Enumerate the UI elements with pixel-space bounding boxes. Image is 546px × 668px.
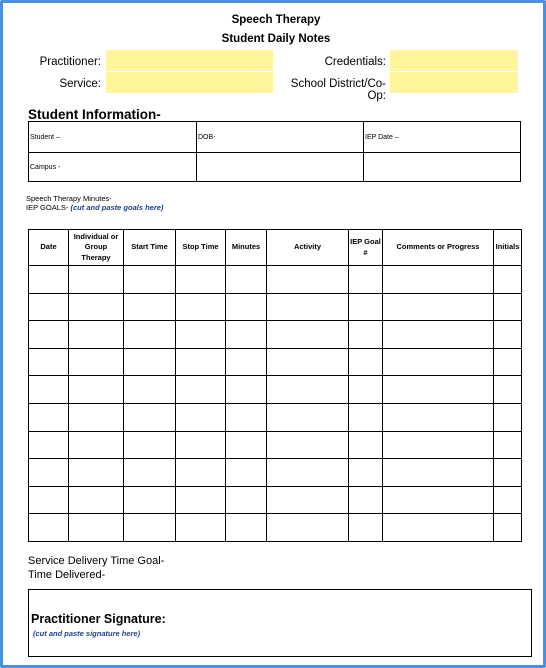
cell-date[interactable] bbox=[29, 431, 69, 459]
table-row bbox=[29, 293, 522, 321]
cell-date[interactable] bbox=[29, 376, 69, 404]
time-delivered: Time Delivered- bbox=[28, 569, 106, 581]
session-log-table bbox=[28, 229, 522, 542]
cell-stop-time[interactable] bbox=[176, 266, 226, 294]
cell-start-time[interactable] bbox=[124, 403, 176, 431]
cell-initials[interactable] bbox=[494, 514, 522, 542]
cell-comments[interactable] bbox=[383, 266, 494, 294]
cell-comments[interactable] bbox=[383, 293, 494, 321]
document-title: Speech Therapy bbox=[231, 14, 321, 26]
signature-box[interactable] bbox=[28, 589, 532, 657]
cell-therapy-type[interactable] bbox=[69, 486, 124, 514]
table-row bbox=[29, 321, 522, 349]
cell-start-time[interactable] bbox=[124, 486, 176, 514]
iep-goals-line bbox=[26, 203, 163, 212]
iep-goals-label: IEP GOALS- bbox=[26, 203, 69, 212]
student-name-field[interactable]: Student – bbox=[30, 134, 60, 141]
cell-iep-goal[interactable] bbox=[349, 348, 383, 376]
table-row bbox=[29, 403, 522, 431]
cell-stop-time[interactable] bbox=[176, 403, 226, 431]
cell-comments[interactable] bbox=[383, 459, 494, 487]
signature-note: (cut and paste signature here) bbox=[33, 629, 141, 638]
school-district-label: School District/Co-Op: bbox=[290, 78, 386, 102]
cell-start-time[interactable] bbox=[124, 376, 176, 404]
cell-start-time[interactable] bbox=[124, 514, 176, 542]
cell-minutes[interactable] bbox=[226, 514, 267, 542]
table-row bbox=[29, 486, 522, 514]
signature-title: Practitioner Signature: bbox=[31, 612, 166, 626]
cell-date[interactable] bbox=[29, 514, 69, 542]
cell-therapy-type[interactable] bbox=[69, 266, 124, 294]
cell-iep-goal[interactable] bbox=[349, 293, 383, 321]
cell-minutes[interactable] bbox=[226, 459, 267, 487]
table-row bbox=[29, 266, 522, 294]
credentials-field[interactable] bbox=[390, 50, 518, 71]
credentials-label: Credentials: bbox=[324, 56, 386, 68]
cell-activity[interactable] bbox=[267, 514, 349, 542]
cell-date[interactable] bbox=[29, 321, 69, 349]
column-header-initials: Initials bbox=[494, 230, 522, 266]
cell-comments[interactable] bbox=[383, 431, 494, 459]
column-header-iep-goal: IEP Goal # bbox=[349, 230, 383, 266]
iep-goals-note: (cut and paste goals here) bbox=[70, 203, 164, 212]
cell-activity[interactable] bbox=[267, 266, 349, 294]
practitioner-label: Practitioner: bbox=[39, 56, 101, 68]
cell-activity[interactable] bbox=[267, 403, 349, 431]
cell-comments[interactable] bbox=[383, 376, 494, 404]
cell-initials[interactable] bbox=[494, 376, 522, 404]
cell-stop-time[interactable] bbox=[176, 321, 226, 349]
cell-initials[interactable] bbox=[494, 348, 522, 376]
cell-start-time[interactable] bbox=[124, 293, 176, 321]
cell-stop-time[interactable] bbox=[176, 376, 226, 404]
cell-therapy-type[interactable] bbox=[69, 514, 124, 542]
cell-therapy-type[interactable] bbox=[69, 293, 124, 321]
cell-initials[interactable] bbox=[494, 321, 522, 349]
service-label: Service: bbox=[59, 78, 101, 90]
cell-comments[interactable] bbox=[383, 321, 494, 349]
cell-comments[interactable] bbox=[383, 486, 494, 514]
cell-activity[interactable] bbox=[267, 348, 349, 376]
cell-date[interactable] bbox=[29, 486, 69, 514]
cell-date[interactable] bbox=[29, 348, 69, 376]
cell-iep-goal[interactable] bbox=[349, 431, 383, 459]
cell-initials[interactable] bbox=[494, 403, 522, 431]
cell-stop-time[interactable] bbox=[176, 514, 226, 542]
cell-date[interactable] bbox=[29, 266, 69, 294]
cell-start-time[interactable] bbox=[124, 266, 176, 294]
cell-therapy-type[interactable] bbox=[69, 348, 124, 376]
service-field[interactable] bbox=[106, 72, 273, 93]
cell-activity[interactable] bbox=[267, 293, 349, 321]
cell-initials[interactable] bbox=[494, 486, 522, 514]
table-header-row bbox=[29, 230, 522, 266]
campus-field[interactable]: Campus - bbox=[30, 164, 61, 171]
cell-iep-goal[interactable] bbox=[349, 486, 383, 514]
school-district-field[interactable] bbox=[390, 72, 518, 93]
cell-start-time[interactable] bbox=[124, 431, 176, 459]
cell-minutes[interactable] bbox=[226, 376, 267, 404]
column-header-comments: Comments or Progress bbox=[383, 230, 494, 266]
cell-therapy-type[interactable] bbox=[69, 403, 124, 431]
cell-initials[interactable] bbox=[494, 266, 522, 294]
cell-stop-time[interactable] bbox=[176, 486, 226, 514]
cell-activity[interactable] bbox=[267, 431, 349, 459]
cell-initials[interactable] bbox=[494, 459, 522, 487]
cell-activity[interactable] bbox=[267, 459, 349, 487]
column-header-therapy-type: Individual or Group Therapy bbox=[69, 230, 124, 266]
cell-minutes[interactable] bbox=[226, 486, 267, 514]
practitioner-field[interactable] bbox=[106, 50, 273, 71]
cell-iep-goal[interactable] bbox=[349, 266, 383, 294]
cell-stop-time[interactable] bbox=[176, 431, 226, 459]
cell-start-time[interactable] bbox=[124, 459, 176, 487]
table-row bbox=[29, 376, 522, 404]
table-row bbox=[29, 431, 522, 459]
table-row bbox=[29, 459, 522, 487]
cell-minutes[interactable] bbox=[226, 431, 267, 459]
cell-start-time[interactable] bbox=[124, 348, 176, 376]
cell-comments[interactable] bbox=[383, 514, 494, 542]
cell-start-time[interactable] bbox=[124, 321, 176, 349]
cell-comments[interactable] bbox=[383, 348, 494, 376]
cell-activity[interactable] bbox=[267, 321, 349, 349]
column-header-start-time: Start Time bbox=[124, 230, 176, 266]
divider bbox=[29, 152, 520, 153]
speech-therapy-minutes-label: Speech Therapy Minutes- bbox=[26, 194, 112, 203]
cell-stop-time[interactable] bbox=[176, 459, 226, 487]
cell-date[interactable] bbox=[29, 459, 69, 487]
service-delivery-time-goal: Service Delivery Time Goal- bbox=[28, 555, 165, 567]
cell-stop-time[interactable] bbox=[176, 293, 226, 321]
cell-therapy-type[interactable] bbox=[69, 376, 124, 404]
document-subtitle: Student Daily Notes bbox=[221, 33, 331, 45]
column-header-minutes: Minutes bbox=[226, 230, 267, 266]
cell-minutes[interactable] bbox=[226, 293, 267, 321]
cell-minutes[interactable] bbox=[226, 403, 267, 431]
cell-iep-goal[interactable] bbox=[349, 514, 383, 542]
dob-field[interactable]: DOB- bbox=[198, 134, 216, 141]
cell-minutes[interactable] bbox=[226, 321, 267, 349]
cell-initials[interactable] bbox=[494, 293, 522, 321]
student-information-box bbox=[28, 121, 521, 182]
cell-therapy-type[interactable] bbox=[69, 431, 124, 459]
cell-therapy-type[interactable] bbox=[69, 321, 124, 349]
cell-iep-goal[interactable] bbox=[349, 376, 383, 404]
column-header-date: Date bbox=[29, 230, 69, 266]
cell-iep-goal[interactable] bbox=[349, 459, 383, 487]
cell-stop-time[interactable] bbox=[176, 348, 226, 376]
cell-date[interactable] bbox=[29, 293, 69, 321]
student-information-heading: Student Information- bbox=[28, 107, 161, 122]
cell-minutes[interactable] bbox=[226, 266, 267, 294]
cell-activity[interactable] bbox=[267, 486, 349, 514]
table-row bbox=[29, 348, 522, 376]
cell-iep-goal[interactable] bbox=[349, 321, 383, 349]
cell-date[interactable] bbox=[29, 403, 69, 431]
column-header-activity: Activity bbox=[267, 230, 349, 266]
column-header-stop-time: Stop Time bbox=[176, 230, 226, 266]
cell-iep-goal[interactable] bbox=[349, 403, 383, 431]
cell-activity[interactable] bbox=[267, 376, 349, 404]
cell-comments[interactable] bbox=[383, 403, 494, 431]
iep-date-field[interactable]: IEP Date – bbox=[365, 134, 399, 141]
cell-initials[interactable] bbox=[494, 431, 522, 459]
cell-therapy-type[interactable] bbox=[69, 459, 124, 487]
table-row bbox=[29, 514, 522, 542]
cell-minutes[interactable] bbox=[226, 348, 267, 376]
